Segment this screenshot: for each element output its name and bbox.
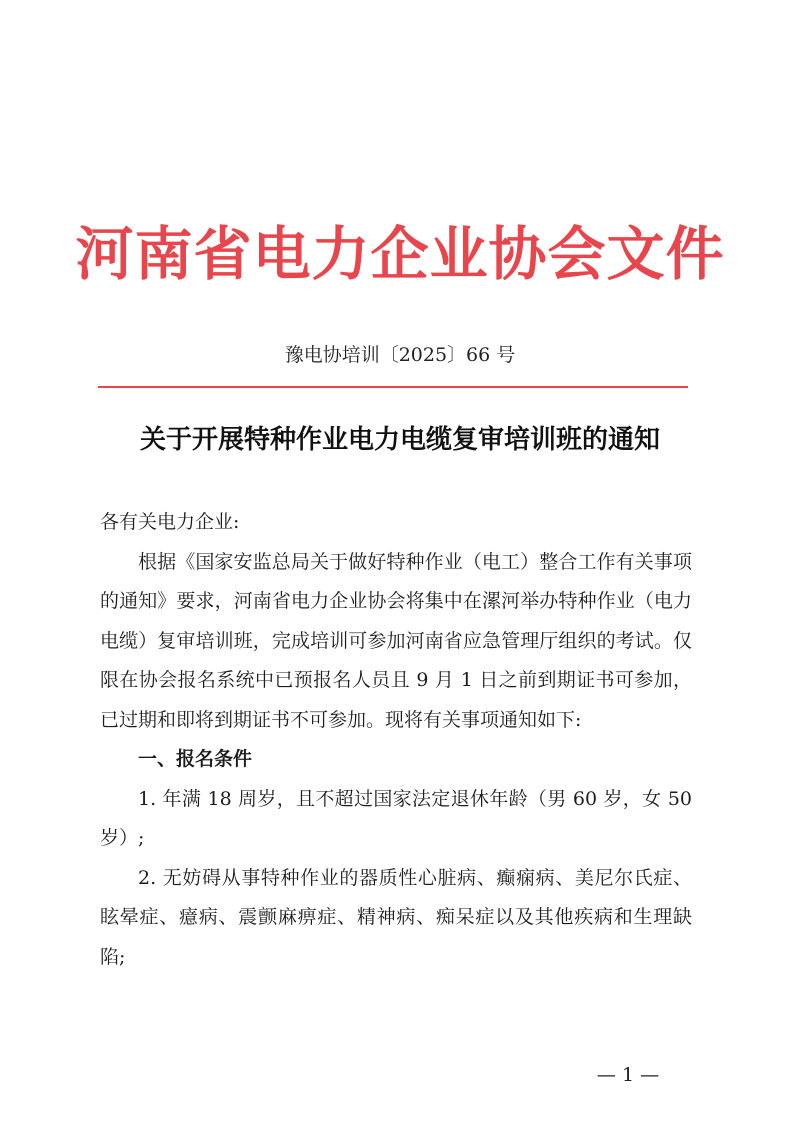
salutation: 各有关电力企业: (100, 511, 240, 533)
condition-item: 2. 无妨碍从事特种作业的器质性心脏病、癫痫病、美尼尔氏症、眩晕症、癔病、震颤麻痹症、精神病、痴呆症以及其他疾病和生理缺陷; (100, 866, 692, 968)
section-heading: 一、报名条件 (138, 748, 253, 770)
intro-paragraph: 根据《国家安监总局关于做好特种作业（电工）整合工作有关事项的通知》要求，河南省电力企业协会将集中在漯河举办特种作业（电力电缆）复审培训班，完成培训可参加河南省应急管理厅组织的考试。仅限在协会报名系统中已预报名人员且 9 月 1 日之前到期证书可参加，已过期和即将到期证书不可参加。现将有关事项通知如下: (100, 550, 692, 731)
notice-title: 关于开展特种作业电力电缆复审培训班的通知 (139, 425, 660, 455)
body-content (100, 503, 692, 977)
document-number: 豫电协培训〔2025〕66 号 (284, 344, 516, 366)
red-divider (98, 386, 688, 388)
masthead-title: 河南省电力企业协会文件 (75, 220, 725, 288)
page-number: — 1 — (596, 1064, 660, 1086)
condition-item: 1. 年满 18 周岁，且不超过国家法定退休年龄（男 60 岁，女 50 岁）; (100, 787, 692, 849)
